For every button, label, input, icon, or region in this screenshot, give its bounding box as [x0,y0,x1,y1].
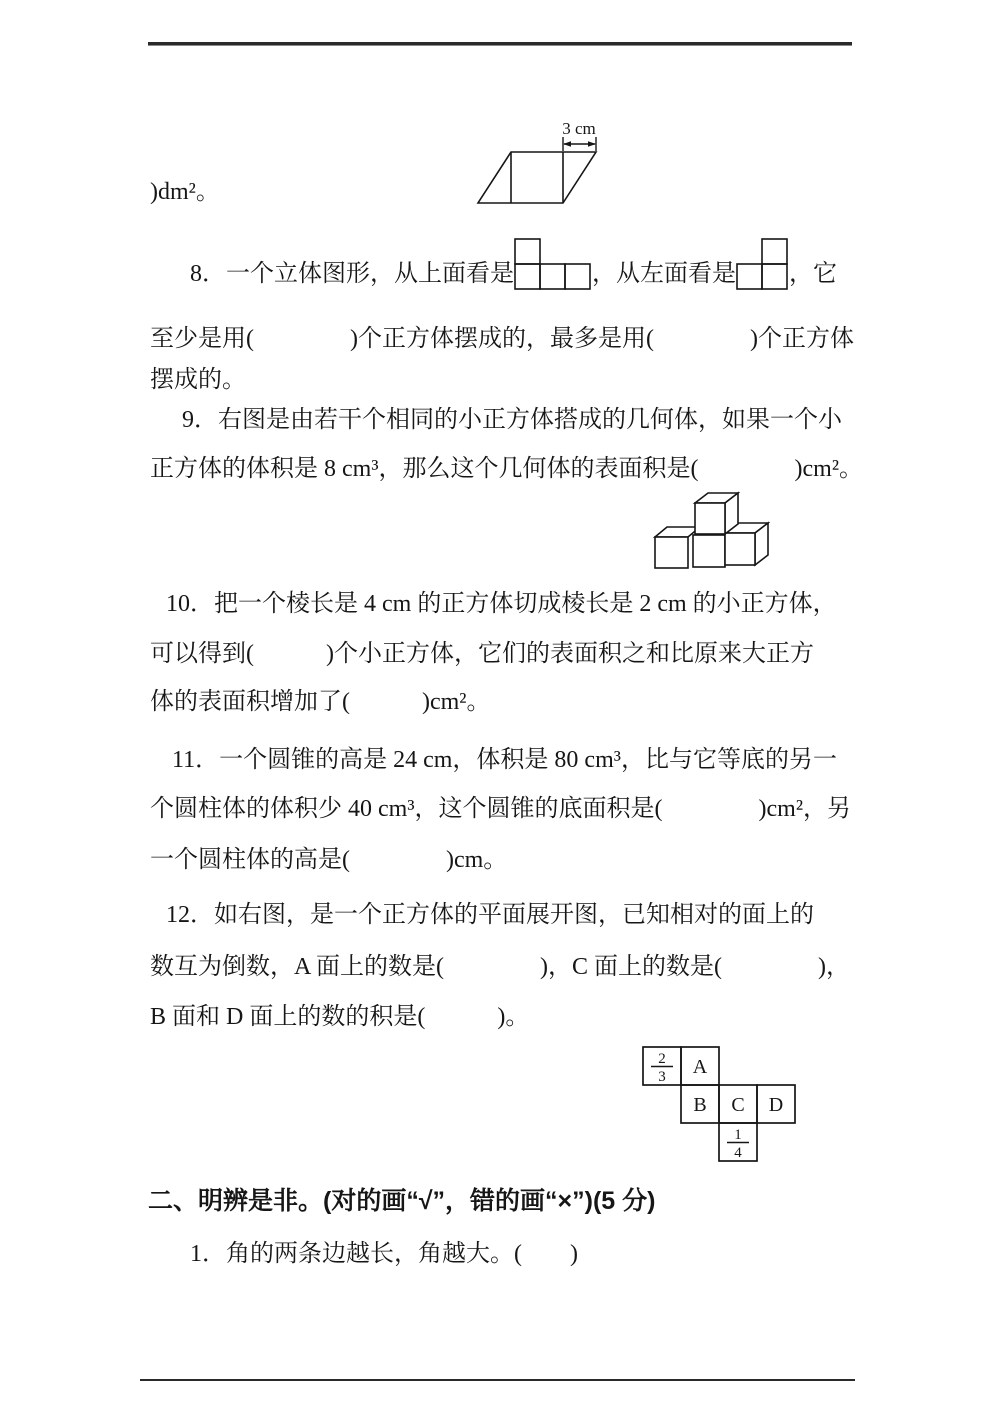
net-frac1-denominator: 3 [658,1069,666,1085]
net-frac2-denominator: 4 [734,1145,742,1161]
top-cube-front [695,503,725,534]
q8-line1-text-a: 8．一个立体图形，从上面看是 [190,261,514,287]
q7-answer-tail: )dm²。 [150,179,220,205]
net-face-d-label: D [768,1094,784,1116]
q12-line2: 数互为倒数，A 面上的数是( )，C 面上的数是( )， [150,954,850,980]
bottom-rule [140,1379,855,1381]
q8-line3: 摆成的。 [150,367,246,393]
parallelogram-figure [455,112,665,217]
net-frac2-numerator: 1 [734,1127,742,1143]
section2-heading: 二、明辨是非。(对的画“√”，错的画“×”)(5 分) [148,1187,656,1215]
q11-line3: 一个圆柱体的高是( )cm。 [150,847,508,873]
q9-line1: 9．右图是由若干个相同的小正方体搭成的几何体，如果一个小 [182,407,842,433]
q8-line1 [190,231,837,287]
cube-stack-figure [648,490,788,578]
tf-question-1: 1．角的两条边越长，角越大。( ) [190,1241,578,1267]
q10-line3: 体的表面积增加了( )cm²。 [150,689,491,715]
right-cube-front [725,533,755,565]
middle-cube-front [693,535,725,567]
net-face-b-label: B [693,1094,707,1116]
net-face-c-label: C [731,1094,745,1116]
q10-line2: 可以得到( )个小正方体，它们的表面积之和比原来大正方 [150,641,814,667]
q9-line2: 正方体的体积是 8 cm³，那么这个几何体的表面积是( )cm²。 [150,456,864,482]
q10-line1: 10．把一个棱长是 4 cm 的正方体切成棱长是 2 cm 的小正方体， [166,591,837,617]
parallelogram-shape [478,152,596,203]
q8-line2: 至少是用( )个正方体摆成的，最多是用( )个正方体 [150,326,854,352]
cube-net-figure [638,1042,804,1168]
q11-line1: 11．一个圆锥的高是 24 cm，体积是 80 cm³，比与它等底的另一 [172,747,837,773]
top-view-figure [514,236,592,290]
net-face-a-label: A [692,1056,708,1078]
q12-line3: B 面和 D 面上的数的积是( )。 [150,1004,530,1030]
left-view-figure [736,236,789,290]
q8-line1-text-c: ，它 [789,261,837,287]
net-frac1-numerator: 2 [658,1051,666,1067]
parallelogram-measure-label: 3 cm [562,119,596,138]
left-cube-front [655,537,688,568]
q11-line2: 个圆柱体的体积少 40 cm³，这个圆锥的底面积是( )cm²，另 [150,796,852,822]
q12-line1: 12．如右图，是一个正方体的平面展开图，已知相对的面上的 [166,902,814,928]
q8-line1-text-b: ，从左面看是 [592,261,736,287]
top-rule [148,42,852,46]
